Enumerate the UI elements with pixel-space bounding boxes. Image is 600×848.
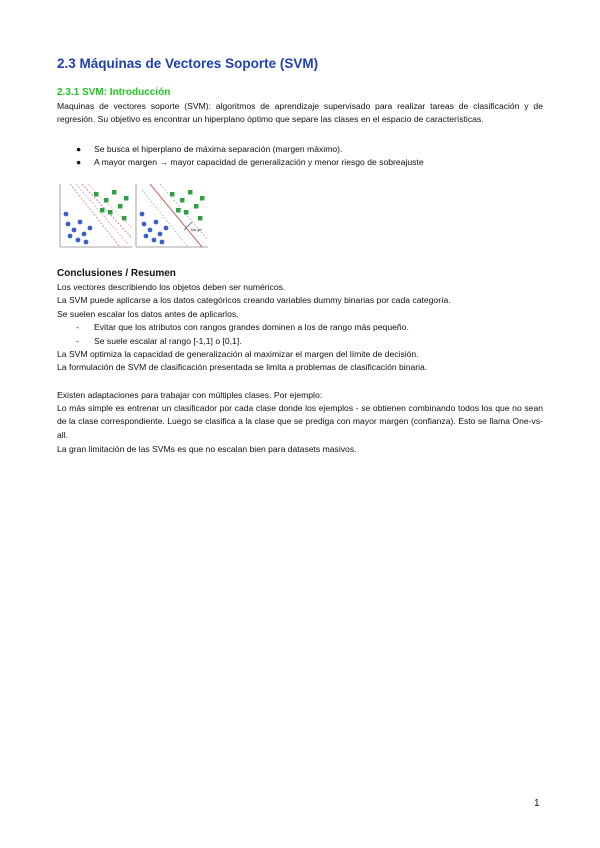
conclusion-line: La SVM puede aplicarse a los datos categóricos creando variables dummy binarias por cada categoría. <box>57 295 451 306</box>
conclusions-title: Conclusiones / Resumen <box>57 268 176 279</box>
conclusions-list <box>57 281 543 375</box>
section-title: 2.3 Máquinas de Vectores Soporte (SVM) <box>57 56 319 71</box>
limitation-line: La gran limitación de las SVMs es que no escalan bien para datasets masivos. <box>57 444 357 454</box>
conclusion-subitem: - Se suele escalar al rango [-1,1] o [0,1]. <box>76 335 242 346</box>
panel-max-margin <box>136 184 208 247</box>
conclusion-line: Los vectores describiendo los objetos deben ser numéricos. <box>57 282 286 292</box>
figure-label: Mar-gin <box>191 228 202 232</box>
bullet-icon: ● <box>76 144 82 154</box>
panel-many-hyperplanes <box>60 184 132 247</box>
page-number: 1 <box>534 798 540 809</box>
intro-bullet: ● Se busca el hiperplano de máxima separación (margen máximo). <box>57 143 543 156</box>
conclusion-line: Se suelen escalar los datos antes de aplicarlos. <box>57 308 239 319</box>
multiclass-paragraph: Lo más simple es entrenar un clasificador por cada clase donde los ejemplos - se obtienen combinando todos los que no sean de la clase correspondiente. Luego se clasifica a la clase que se prediga con mayor margen (confianza). Esto se llama One-vs-all. <box>57 403 543 440</box>
intro-bullet-list <box>57 143 543 170</box>
multiclass-intro: Existen adaptaciones para trabajar con múltiples clases. Por ejemplo: <box>57 390 323 400</box>
conclusion-line: La SVM optimiza la capacidad de generalización al maximizar el margen del límite de decisión. <box>57 349 419 360</box>
bullet-icon: ● <box>76 157 82 168</box>
subsection-title: 2.3.1 SVM: Introducción <box>57 87 171 98</box>
conclusion-subitem: - Evitar que los atributos con rangos grandes dominen a los de rango más pequeño. <box>76 322 409 333</box>
intro-paragraph: Maquinas de vectores soporte (SVM): algoritmos de aprendizaje supervisado para realizar tareas de clasificación y de regresión. Su objetivo es encontrar un hiperplano óptimo que separe las clases en el espacio de características. <box>57 101 543 125</box>
intro-bullet: ● A mayor margen → mayor capacidad de generalización y menor riesgo de sobreajuste <box>57 156 543 169</box>
svm-margin-figure <box>58 184 208 248</box>
conclusion-line: La formulación de SVM de clasificación presentada se limita a problemas de clasificación binaria. <box>57 362 428 373</box>
